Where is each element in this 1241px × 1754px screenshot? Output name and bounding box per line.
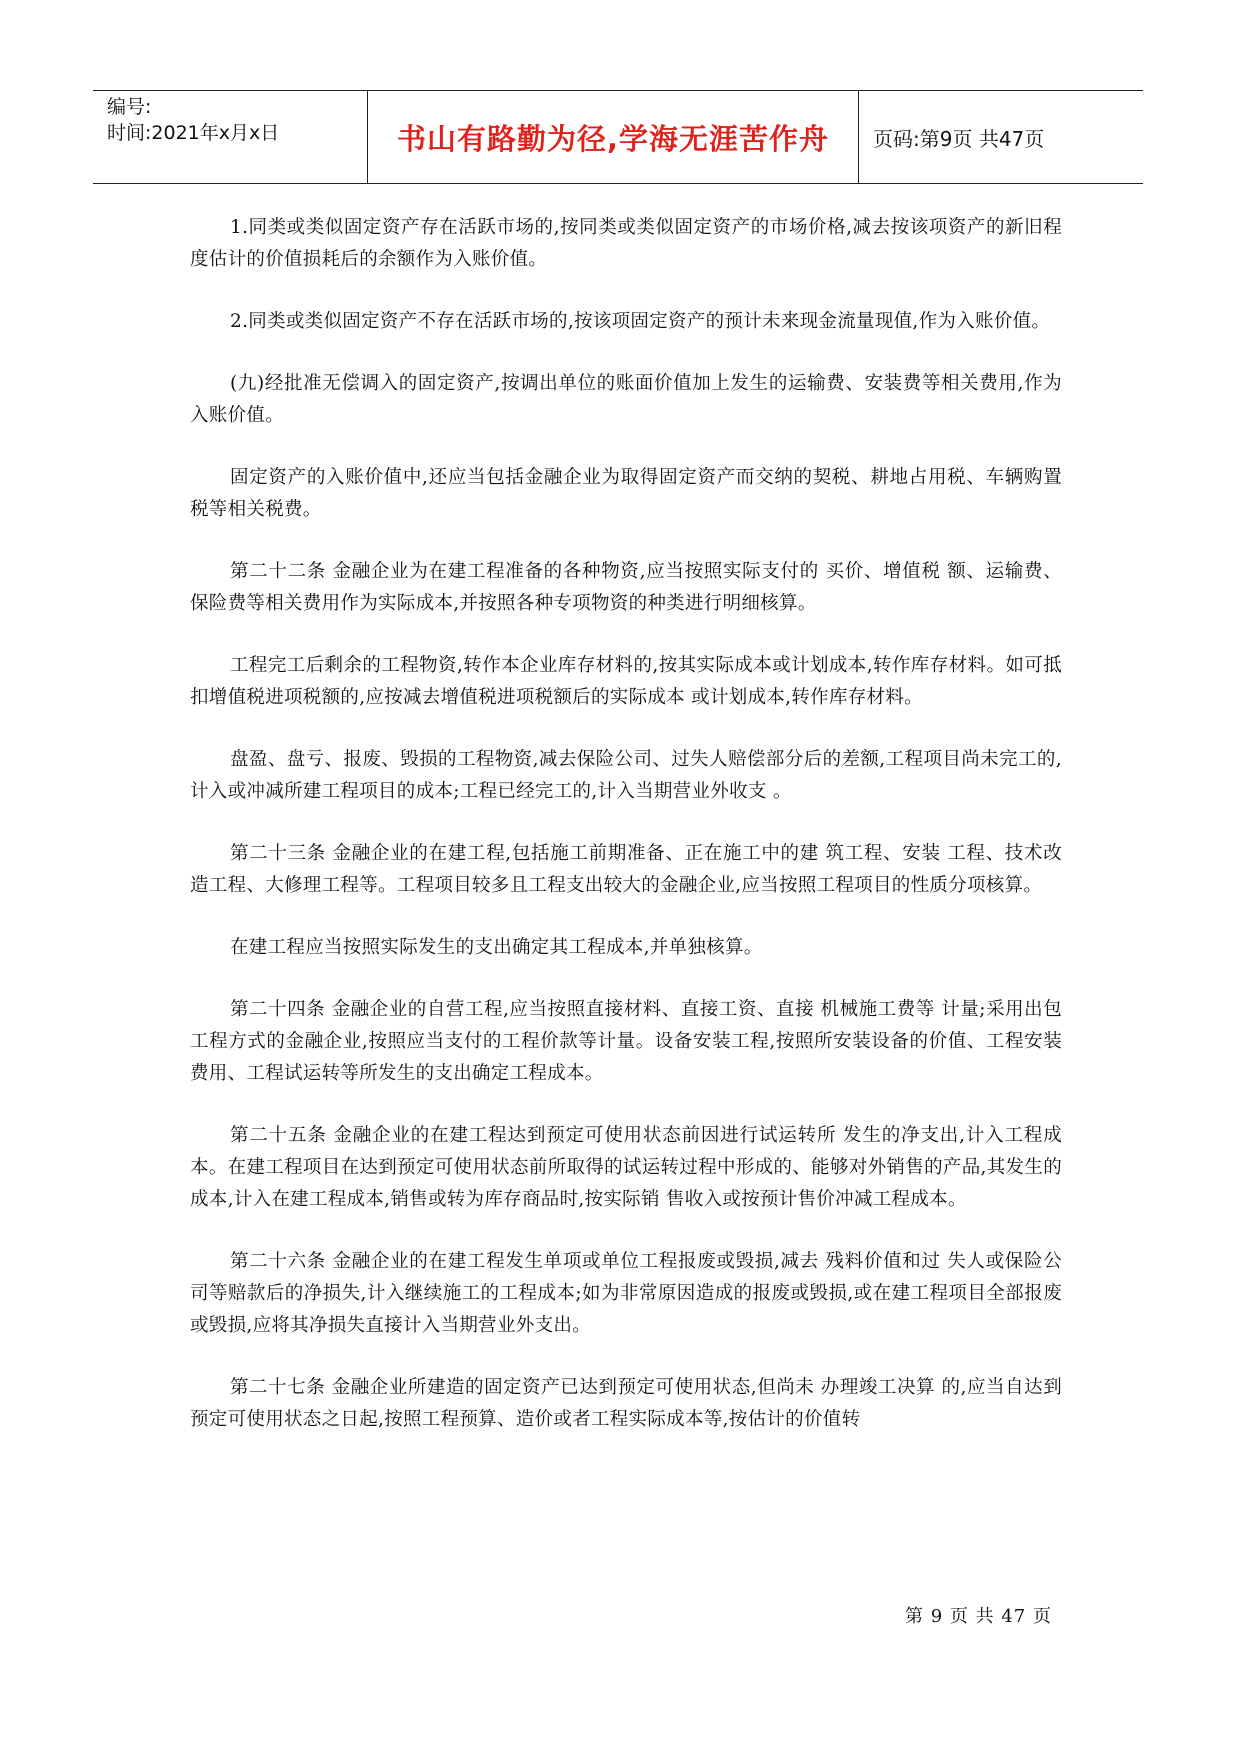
paragraph: 第二十六条 金融企业的在建工程发生单项或单位工程报废或毁损,减去 残料价值和过 失人或保险公司等赔款后的净损失,计入继续施工的工程成本;如为非常原因造成的报废或毁损,或在建工程项目全部报废或毁损,应将其净损失直接计入当期营业外支出。 <box>190 1251 1062 1336</box>
page-footer: 第 9 页 共 47 页 <box>905 1606 1052 1627</box>
paragraph: 1.同类或类似固定资产存在活跃市场的,按同类或类似固定资产的市场价格,减去按该项资产的新旧程度估计的价值损耗后的余额作为入账价值。 <box>190 217 1062 270</box>
paragraph: 第二十三条 金融企业的在建工程,包括施工前期准备、正在施工中的建 筑工程、安装 工程、技术改造工程、大修理工程等。工程项目较多且工程支出较大的金融企业,应当按照工程项目的性质分项核算。 <box>190 843 1062 896</box>
paragraph: 在建工程应当按照实际发生的支出确定其工程成本,并单独核算。 <box>230 937 763 958</box>
header-meta <box>93 91 368 183</box>
paragraph: 第二十七条 金融企业所建造的固定资产已达到预定可使用状态,但尚未 办理竣工决算 的,应当自达到预定可使用状态之日起,按照工程预算、造价或者工程实际成本等,按估计的价值转 <box>190 1377 1062 1430</box>
paragraph: 第二十四条 金融企业的自营工程,应当按照直接材料、直接工资、直接 机械施工费等 计量;采用出包工程方式的金融企业,按照应当支付的工程价款等计量。设备安装工程,按照所安装设备的价值、工程安装费用、工程试运转等所发生的支出确定工程成本。 <box>190 999 1062 1084</box>
paragraph: 固定资产的入账价值中,还应当包括金融企业为取得固定资产而交纳的契税、耕地占用税、车辆购置税等相关税费。 <box>190 467 1062 520</box>
paragraph: 盘盈、盘亏、报废、毁损的工程物资,减去保险公司、过失人赔偿部分后的差额,工程项目尚未完工的,计入或冲减所建工程项目的成本;工程已经完工的,计入当期营业外收支 。 <box>190 749 1062 802</box>
paragraph: 第二十五条 金融企业的在建工程达到预定可使用状态前因进行试运转所 发生的净支出,计入工程成本。在建工程项目在达到预定可使用状态前所取得的试运转过程中形成的、能够对外销售的产品,其发生的成本,计入在建工程成本,销售或转为库存商品时,按实际销 售收入或按预计售价冲减工程成本。 <box>190 1125 1062 1210</box>
time-label: 时间:2021年x月x日 <box>107 122 280 144</box>
paragraph: 2.同类或类似固定资产不存在活跃市场的,按该项固定资产的预计未来现金流量现值,作为入账价值。 <box>230 311 1051 332</box>
paragraph: 第二十二条 金融企业为在建工程准备的各种物资,应当按照实际支付的 买价、增值税 额、运输费、保险费等相关费用作为实际成本,并按照各种专项物资的种类进行明细核算。 <box>190 561 1062 614</box>
serial-label: 编号: <box>107 96 152 118</box>
paragraph: 工程完工后剩余的工程物资,转作本企业库存材料的,按其实际成本或计划成本,转作库存材料。如可抵扣增值税进项税额的,应按减去增值税进项税额后的实际成本 或计划成本,转作库存材料。 <box>190 655 1062 708</box>
header-motto: 书山有路勤为径,学海无涯苦作舟 <box>368 91 859 183</box>
page-header <box>93 90 1143 184</box>
paragraph: (九)经批准无偿调入的固定资产,按调出单位的账面价值加上发生的运输费、安装费等相关费用,作为入账价值。 <box>190 373 1062 426</box>
document-body <box>190 212 1062 1466</box>
header-page-info: 页码:第9页 共47页 <box>873 126 1045 151</box>
